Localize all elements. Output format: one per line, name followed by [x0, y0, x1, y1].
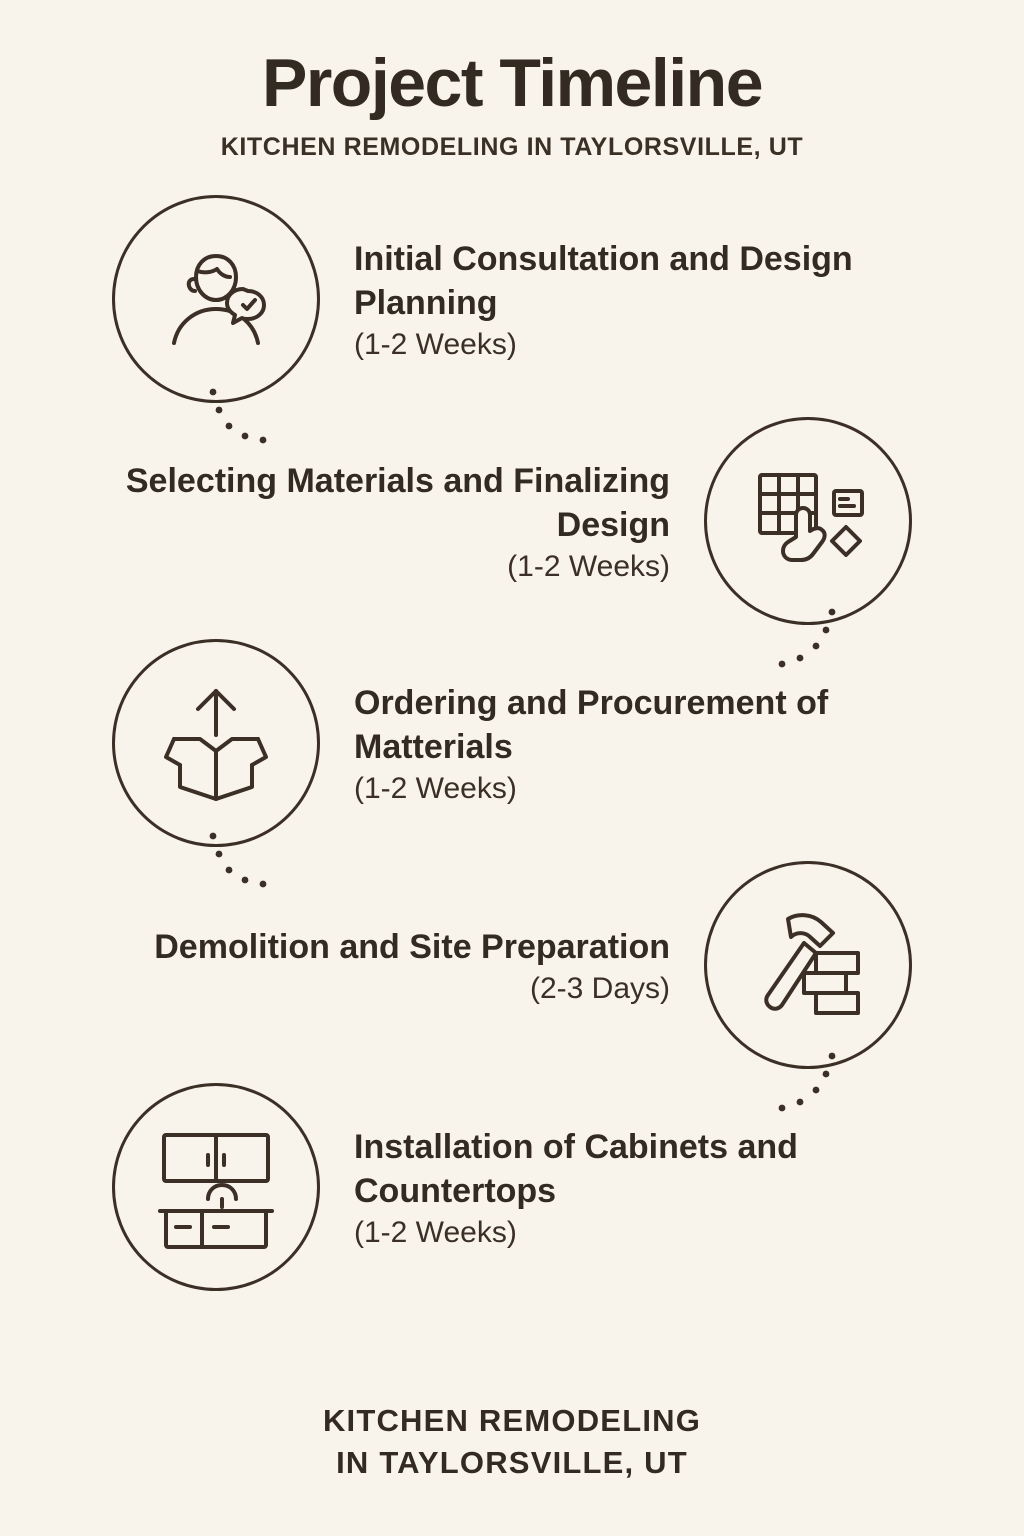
timeline-step-5-duration: (1-2 Weeks) [354, 1216, 517, 1250]
open-box-shipping-icon [112, 639, 320, 847]
timeline-step-2 [0, 410, 1024, 632]
footer [0, 1400, 1024, 1484]
page-title: Project Timeline [261, 45, 763, 121]
timeline-step-2-text [110, 459, 670, 585]
timeline-step-5-label: Installation of Cabinets and Countertops [354, 1127, 798, 1211]
materials-swatch-hand-icon [704, 417, 912, 625]
timeline-step-1 [0, 188, 1024, 410]
timeline-step-1-text [354, 237, 914, 363]
cabinets-countertop-icon [112, 1083, 320, 1291]
timeline-step-3-duration: (1-2 Weeks) [354, 772, 517, 806]
timeline-step-5-text [354, 1125, 914, 1251]
hammer-bricks-icon [704, 861, 912, 1069]
timeline-step-3 [0, 632, 1024, 854]
timeline-step-3-label: Ordering and Procurement of Matterials [354, 683, 829, 767]
timeline-step-4-text [154, 925, 670, 1006]
person-consultation-icon [112, 195, 320, 403]
timeline-step-4-duration: (2-3 Days) [529, 971, 670, 1005]
timeline-step-1-duration: (1-2 Weeks) [354, 328, 517, 362]
header [0, 0, 1024, 162]
timeline-step-1-label: Initial Consultation and Design Planning [354, 239, 853, 323]
timeline-step-4 [0, 854, 1024, 1076]
timeline-step-4-label: Demolition and Site Preparation [154, 927, 670, 966]
footer-line-2: IN TAYLORSVILLE, UT [336, 1445, 688, 1481]
timeline-step-3-text [354, 681, 914, 807]
timeline-steps [0, 188, 1024, 1298]
timeline-step-2-duration: (1-2 Weeks) [507, 550, 670, 584]
timeline-step-2-label: Selecting Materials and Finalizing Design [125, 461, 670, 545]
page-subtitle: KITCHEN REMODELING IN TAYLORSVILLE, UT [220, 133, 804, 162]
footer-line-1: KITCHEN REMODELING [322, 1403, 702, 1439]
timeline-step-5 [0, 1076, 1024, 1298]
